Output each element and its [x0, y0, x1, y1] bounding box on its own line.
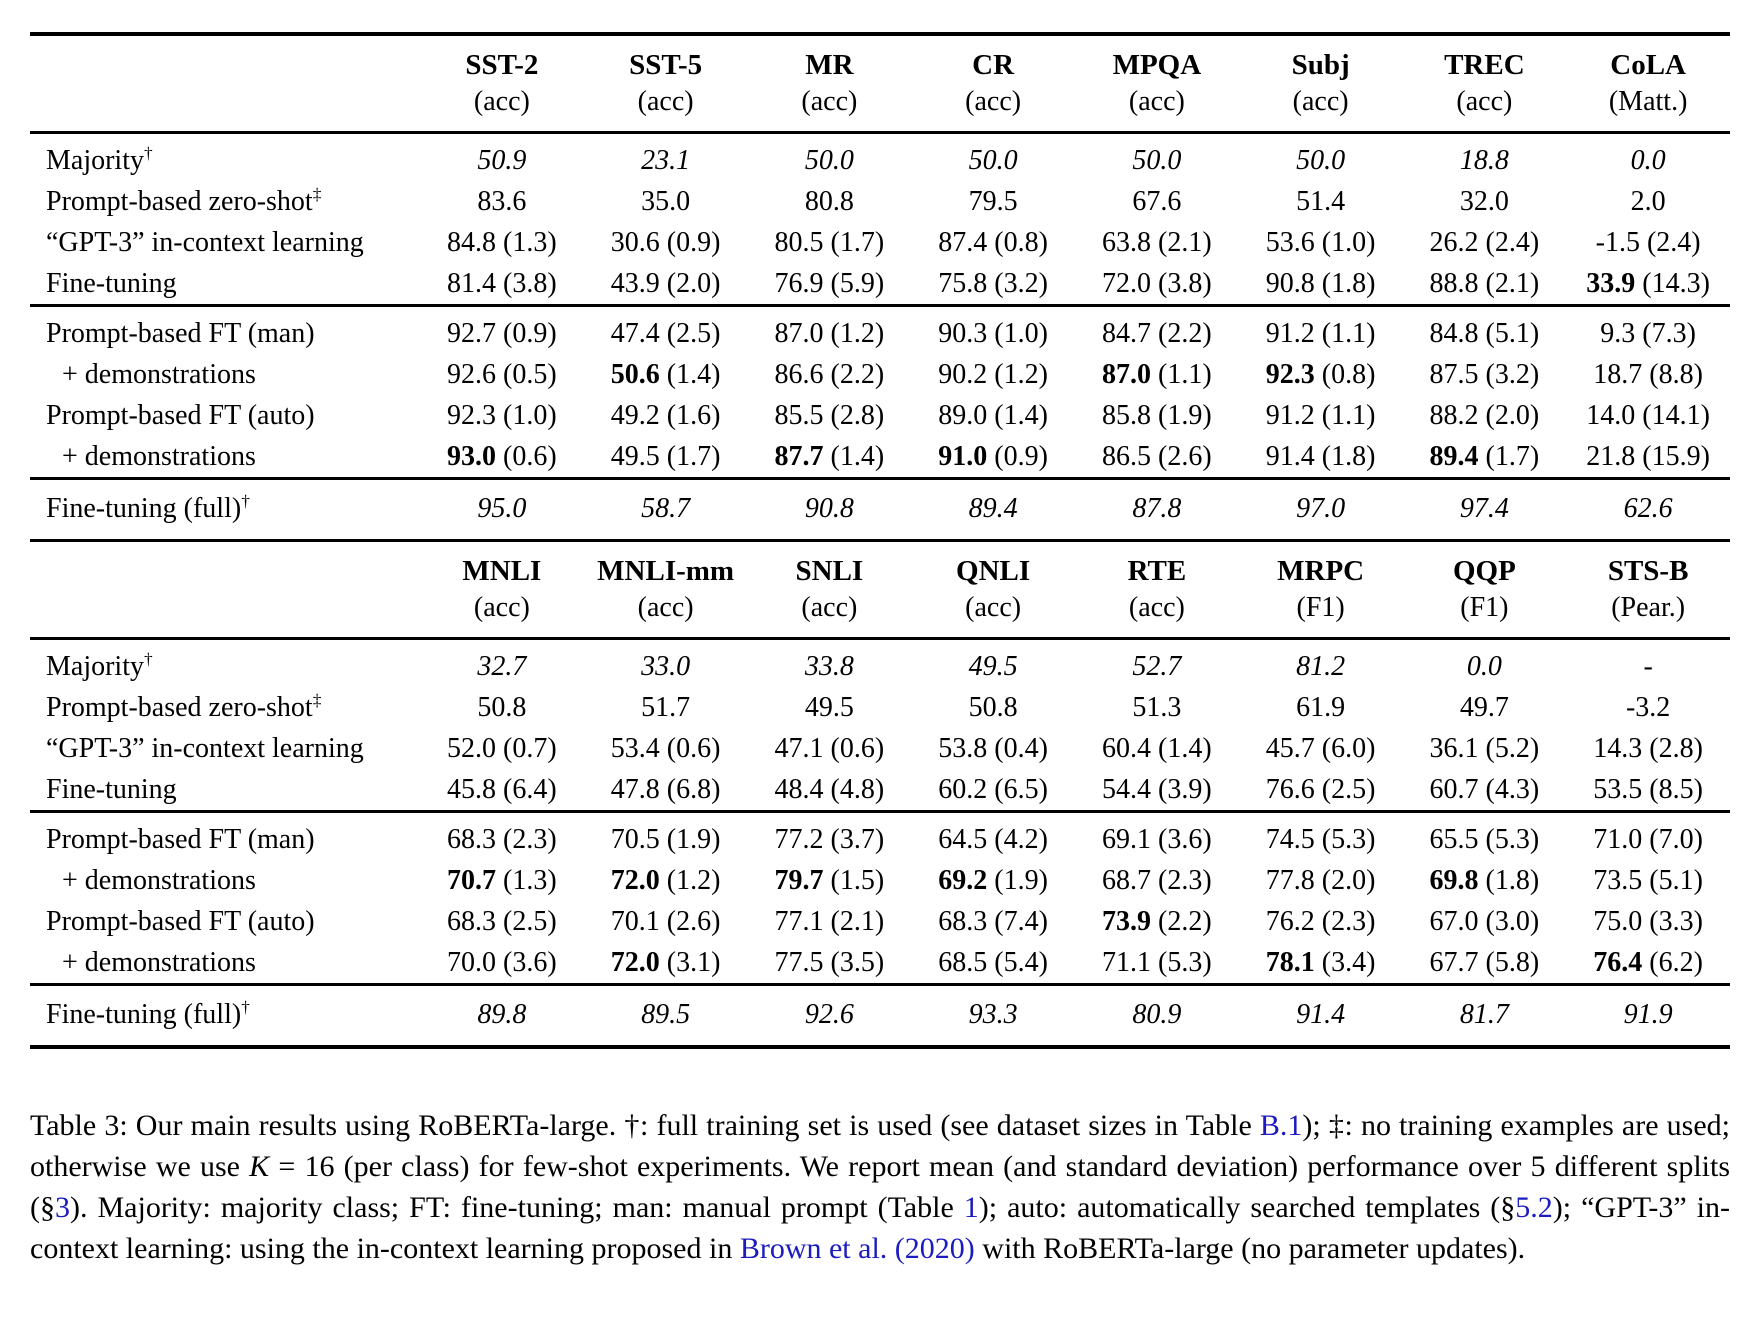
value-cell: 50.0	[748, 133, 912, 182]
value-cell: 69.1 (3.6)	[1075, 812, 1239, 861]
value-cell: 84.8 (1.3)	[447, 227, 557, 258]
results-table	[30, 32, 1730, 1049]
dataset-metric: (acc)	[473, 592, 530, 623]
ref-link[interactable]: 5.2	[1515, 1191, 1553, 1224]
value-cell: 77.8 (2.0)	[1265, 865, 1376, 896]
value-cell: 87.4 (0.8)	[938, 227, 1048, 258]
dataset-name: MPQA	[1112, 49, 1202, 81]
column-header-snli	[748, 541, 912, 639]
value-cell: 14.0 (14.1)	[1586, 400, 1710, 431]
value-cell: 72.0 (3.8)	[1102, 268, 1212, 299]
value-cell: 92.6 (0.5)	[447, 359, 557, 390]
value-cell: 51.4	[1296, 186, 1346, 217]
value-cell: 64.5 (4.2)	[911, 812, 1075, 861]
ref-link[interactable]: 1	[963, 1191, 979, 1224]
value-cell: -3.2	[1625, 692, 1671, 723]
value-cell: 73.9 (2.2)	[1102, 906, 1212, 937]
value-cell: 91.4 (1.8)	[1265, 441, 1376, 472]
value-cell: 89.8	[420, 985, 584, 1048]
value-cell: 63.8 (2.1)	[1102, 227, 1212, 258]
value-cell: 50.9	[420, 133, 584, 182]
value-cell: 90.2 (1.2)	[938, 359, 1048, 390]
dataset-metric: (acc)	[965, 592, 1022, 623]
value-cell: 49.5 (1.7)	[610, 441, 721, 472]
row-label: Fine-tuning (full)†	[30, 985, 420, 1048]
value-cell: 85.8 (1.9)	[1102, 400, 1212, 431]
dataset-name: STS-B	[1607, 555, 1689, 587]
results-table-container	[30, 32, 1730, 1049]
column-header-mpqa	[1075, 34, 1239, 133]
value-cell: 53.5 (8.5)	[1593, 774, 1703, 805]
value-cell: 36.1 (5.2)	[1429, 733, 1540, 764]
value-cell: 76.4 (6.2)	[1593, 947, 1703, 978]
dataset-name: RTE	[1127, 555, 1187, 587]
value-cell: 97.4	[1403, 479, 1567, 541]
column-header-mr	[748, 34, 912, 133]
value-cell: 83.6	[477, 186, 527, 217]
value-cell: 91.0 (0.9)	[938, 441, 1048, 472]
row-label: Prompt-based FT (auto)	[46, 906, 315, 937]
value-cell: 90.8 (1.8)	[1265, 268, 1376, 299]
value-cell: 89.4 (1.7)	[1429, 441, 1540, 472]
table-row	[30, 395, 1730, 436]
dataset-metric: (Matt.)	[1608, 86, 1688, 117]
value-cell: 32.7	[420, 639, 584, 688]
table-row	[30, 354, 1730, 395]
value-cell: 81.7	[1403, 985, 1567, 1048]
dataset-name: CR	[972, 49, 1015, 81]
dataset-name: MR	[805, 49, 854, 81]
column-header-rte	[1075, 541, 1239, 639]
value-cell: 45.7 (6.0)	[1265, 733, 1376, 764]
caption-text: ); “GPT-3” in-context learning: using the in-context learning proposed in	[30, 1191, 1730, 1265]
table-row	[30, 901, 1730, 942]
value-cell: 91.9	[1566, 985, 1730, 1048]
value-cell: 58.7	[584, 479, 748, 541]
math-var: K	[249, 1150, 270, 1183]
table-caption	[30, 1105, 1730, 1269]
row-label: Fine-tuning (full)†	[30, 479, 420, 541]
dataset-name: SST-5	[629, 49, 703, 81]
value-cell: 92.7 (0.9)	[420, 306, 584, 355]
value-cell: 80.8	[804, 186, 854, 217]
column-header-mrpc	[1239, 541, 1403, 639]
dataset-metric: (acc)	[637, 86, 694, 117]
value-cell: 50.0	[911, 133, 1075, 182]
column-header-qnli	[911, 541, 1075, 639]
value-cell: 47.1 (0.6)	[774, 733, 885, 764]
table-row	[30, 306, 1730, 355]
row-label: “GPT-3” in-context learning	[46, 227, 364, 258]
column-header-sst-5	[584, 34, 748, 133]
row-label: Prompt-based FT (man)	[30, 812, 420, 861]
value-cell: 81.2	[1239, 639, 1403, 688]
dataset-name: QNLI	[956, 555, 1031, 587]
dataset-name: QQP	[1452, 555, 1516, 587]
value-cell: 35.0	[641, 186, 691, 217]
caption-text: with RoBERTa-large (no parameter updates).	[974, 1232, 1526, 1265]
value-cell: 69.2 (1.9)	[938, 865, 1048, 896]
row-label: Prompt-based FT (man)	[30, 306, 420, 355]
dataset-metric: (acc)	[1128, 592, 1185, 623]
value-cell: 21.8 (15.9)	[1586, 441, 1710, 472]
value-cell: 47.8 (6.8)	[610, 774, 721, 805]
value-cell: 90.8	[748, 479, 912, 541]
header-spacer	[30, 34, 420, 133]
value-cell: 80.9	[1075, 985, 1239, 1048]
caption-text: Table 3: Our main results using RoBERTa-large. †: full training set is used (see dataset sizes in Table	[30, 1109, 1260, 1142]
dataset-name: TREC	[1444, 49, 1525, 81]
row-label: Majority†	[30, 133, 420, 182]
value-cell: 81.4 (3.8)	[447, 268, 557, 299]
ref-link[interactable]: Brown et al. (2020)	[739, 1232, 975, 1265]
dataset-name: SNLI	[795, 555, 864, 587]
value-cell: 92.3 (0.8)	[1265, 359, 1376, 390]
value-cell: 68.3 (2.5)	[447, 906, 557, 937]
table-row	[30, 263, 1730, 306]
table-row	[30, 812, 1730, 861]
value-cell: 76.6 (2.5)	[1265, 774, 1376, 805]
value-cell: 91.2 (1.1)	[1265, 400, 1376, 431]
value-cell: 67.7 (5.8)	[1429, 947, 1540, 978]
value-cell: 76.2 (2.3)	[1265, 906, 1376, 937]
dataset-metric: (acc)	[965, 86, 1022, 117]
value-cell: 68.5 (5.4)	[938, 947, 1048, 978]
dataset-name: Subj	[1291, 49, 1350, 81]
value-cell: 71.1 (5.3)	[1102, 947, 1212, 978]
value-cell: 97.0	[1239, 479, 1403, 541]
dataset-metric: (acc)	[637, 592, 694, 623]
value-cell: 84.8 (5.1)	[1403, 306, 1567, 355]
value-cell: 75.0 (3.3)	[1593, 906, 1703, 937]
value-cell: 62.6	[1566, 479, 1730, 541]
column-header-qqp	[1403, 541, 1567, 639]
dataset-name: MNLI-mm	[597, 555, 735, 587]
value-cell: 32.0	[1459, 186, 1509, 217]
dataset-metric: (F1)	[1460, 592, 1509, 623]
value-cell: 53.4 (0.6)	[610, 733, 721, 764]
table-row	[30, 133, 1730, 182]
value-cell: 0.0	[1566, 133, 1730, 182]
value-cell: 18.8	[1403, 133, 1567, 182]
value-cell: 49.2 (1.6)	[610, 400, 721, 431]
value-cell: 68.7 (2.3)	[1102, 865, 1212, 896]
value-cell: 49.7	[1459, 692, 1509, 723]
row-label: Fine-tuning	[46, 774, 177, 805]
value-cell: 85.5 (2.8)	[774, 400, 885, 431]
table-row	[30, 942, 1730, 985]
value-cell: 50.0	[1075, 133, 1239, 182]
value-cell: 74.5 (5.3)	[1239, 812, 1403, 861]
value-cell: 78.1 (3.4)	[1265, 947, 1376, 978]
value-cell: 89.0 (1.4)	[938, 400, 1048, 431]
dataset-name: SST-2	[465, 49, 539, 81]
row-label: + demonstrations	[62, 865, 256, 896]
value-cell: 87.0 (1.1)	[1102, 359, 1212, 390]
value-cell: 69.8 (1.8)	[1429, 865, 1540, 896]
value-cell: 61.9	[1296, 692, 1346, 723]
column-header-mnli-mm	[584, 541, 748, 639]
value-cell: 50.8	[968, 692, 1018, 723]
value-cell: 33.9 (14.3)	[1586, 268, 1710, 299]
value-cell: 54.4 (3.9)	[1102, 774, 1212, 805]
value-cell: 70.1 (2.6)	[610, 906, 721, 937]
row-label: + demonstrations	[62, 359, 256, 390]
value-cell: 52.0 (0.7)	[447, 733, 557, 764]
dataset-name: MRPC	[1277, 555, 1365, 587]
column-header-cr	[911, 34, 1075, 133]
ref-link[interactable]: B.1	[1259, 1109, 1303, 1142]
value-cell: 95.0	[420, 479, 584, 541]
column-header-sts-b	[1566, 541, 1730, 639]
value-cell: 87.8	[1075, 479, 1239, 541]
value-cell: 60.4 (1.4)	[1102, 733, 1212, 764]
value-cell: 92.3 (1.0)	[447, 400, 557, 431]
value-cell: 50.8	[477, 692, 527, 723]
value-cell: 79.7 (1.5)	[774, 865, 885, 896]
row-label: Prompt-based zero-shot‡	[46, 184, 322, 217]
value-cell: -	[1566, 639, 1730, 688]
value-cell: 23.1	[584, 133, 748, 182]
value-cell: 92.6	[748, 985, 912, 1048]
value-cell: 73.5 (5.1)	[1593, 865, 1703, 896]
caption-text: ). Majority: majority class; FT: fine-tuning; man: manual prompt (Table	[70, 1191, 964, 1224]
value-cell: 49.5	[804, 692, 854, 723]
value-cell: 72.0 (1.2)	[610, 865, 721, 896]
column-header-sst-2	[420, 34, 584, 133]
caption-text: = 16 (per class) for few-shot experiments. We report mean (and standard deviation) performance over 5 different splits (§	[30, 1150, 1730, 1224]
row-label: + demonstrations	[62, 947, 256, 978]
value-cell: 86.6 (2.2)	[774, 359, 885, 390]
value-cell: 84.7 (2.2)	[1075, 306, 1239, 355]
column-header-subj	[1239, 34, 1403, 133]
dataset-metric: (acc)	[1292, 86, 1349, 117]
value-cell: 0.0	[1403, 639, 1567, 688]
table-row	[30, 687, 1730, 728]
value-cell: 67.6	[1132, 186, 1182, 217]
value-cell: 76.9 (5.9)	[774, 268, 885, 299]
row-label: “GPT-3” in-context learning	[46, 733, 364, 764]
value-cell: 50.0	[1239, 133, 1403, 182]
value-cell: 70.5 (1.9)	[584, 812, 748, 861]
value-cell: 51.3	[1132, 692, 1182, 723]
row-label: Prompt-based FT (auto)	[46, 400, 315, 431]
value-cell: 18.7 (8.8)	[1593, 359, 1703, 390]
value-cell: 89.5	[584, 985, 748, 1048]
value-cell: 79.5	[968, 186, 1018, 217]
header-spacer	[30, 541, 420, 639]
dataset-metric: (acc)	[801, 592, 858, 623]
value-cell: 67.0 (3.0)	[1429, 906, 1540, 937]
value-cell: 53.6 (1.0)	[1265, 227, 1376, 258]
table-row	[30, 639, 1730, 688]
value-cell: 51.7	[641, 692, 691, 723]
value-cell: 86.5 (2.6)	[1102, 441, 1212, 472]
table-row	[30, 769, 1730, 812]
value-cell: 65.5 (5.3)	[1403, 812, 1567, 861]
value-cell: 93.0 (0.6)	[447, 441, 557, 472]
value-cell: 93.3	[911, 985, 1075, 1048]
value-cell: 68.3 (7.4)	[938, 906, 1048, 937]
value-cell: 50.6 (1.4)	[610, 359, 721, 390]
caption-text: ); ‡: no training examples are used; otherwise we use	[30, 1109, 1730, 1183]
value-cell: 43.9 (2.0)	[610, 268, 721, 299]
value-cell: 87.5 (3.2)	[1429, 359, 1540, 390]
value-cell: 87.7 (1.4)	[774, 441, 885, 472]
value-cell: 77.1 (2.1)	[774, 906, 885, 937]
row-label: Prompt-based zero-shot‡	[46, 690, 322, 723]
value-cell: 47.4 (2.5)	[584, 306, 748, 355]
table-row	[30, 436, 1730, 479]
table-row	[30, 728, 1730, 769]
value-cell: 72.0 (3.1)	[610, 947, 721, 978]
value-cell: 68.3 (2.3)	[420, 812, 584, 861]
value-cell: 77.5 (3.5)	[774, 947, 885, 978]
value-cell: 60.7 (4.3)	[1429, 774, 1540, 805]
table-row	[30, 860, 1730, 901]
row-label: Fine-tuning	[46, 268, 177, 299]
row-label: + demonstrations	[62, 441, 256, 472]
column-header-mnli	[420, 541, 584, 639]
value-cell: 14.3 (2.8)	[1593, 733, 1703, 764]
value-cell: 88.8 (2.1)	[1429, 268, 1540, 299]
value-cell: 9.3 (7.3)	[1566, 306, 1730, 355]
table-row	[30, 479, 1730, 541]
column-header-cola	[1566, 34, 1730, 133]
caption-text: ); auto: automatically searched templates (§	[978, 1191, 1516, 1224]
table-row	[30, 985, 1730, 1048]
value-cell: 87.0 (1.2)	[748, 306, 912, 355]
dataset-metric: (acc)	[1456, 86, 1513, 117]
value-cell: 60.2 (6.5)	[938, 774, 1048, 805]
value-cell: 53.8 (0.4)	[938, 733, 1048, 764]
row-label: Majority†	[30, 639, 420, 688]
dataset-metric: (F1)	[1296, 592, 1345, 623]
value-cell: 45.8 (6.4)	[447, 774, 557, 805]
dataset-metric: (acc)	[801, 86, 858, 117]
value-cell: 77.2 (3.7)	[748, 812, 912, 861]
ref-link[interactable]: 3	[55, 1191, 70, 1224]
value-cell: 71.0 (7.0)	[1566, 812, 1730, 861]
value-cell: 52.7	[1075, 639, 1239, 688]
value-cell: 2.0	[1630, 186, 1666, 217]
value-cell: 30.6 (0.9)	[610, 227, 721, 258]
dataset-metric: (acc)	[473, 86, 530, 117]
table-row	[30, 222, 1730, 263]
value-cell: 90.3 (1.0)	[911, 306, 1075, 355]
value-cell: 88.2 (2.0)	[1429, 400, 1540, 431]
value-cell: 33.0	[584, 639, 748, 688]
value-cell: 49.5	[911, 639, 1075, 688]
value-cell: 48.4 (4.8)	[774, 774, 885, 805]
value-cell: 80.5 (1.7)	[774, 227, 885, 258]
value-cell: 70.0 (3.6)	[447, 947, 557, 978]
value-cell: 33.8	[748, 639, 912, 688]
dataset-metric: (acc)	[1128, 86, 1185, 117]
value-cell: 91.4	[1239, 985, 1403, 1048]
value-cell: 91.2 (1.1)	[1239, 306, 1403, 355]
value-cell: -1.5 (2.4)	[1595, 227, 1701, 258]
dataset-name: CoLA	[1610, 49, 1686, 81]
table-row	[30, 181, 1730, 222]
column-header-trec	[1403, 34, 1567, 133]
dataset-name: MNLI	[462, 555, 542, 587]
value-cell: 26.2 (2.4)	[1429, 227, 1540, 258]
value-cell: 75.8 (3.2)	[938, 268, 1048, 299]
dataset-metric: (Pear.)	[1611, 592, 1686, 623]
value-cell: 89.4	[911, 479, 1075, 541]
value-cell: 70.7 (1.3)	[447, 865, 557, 896]
